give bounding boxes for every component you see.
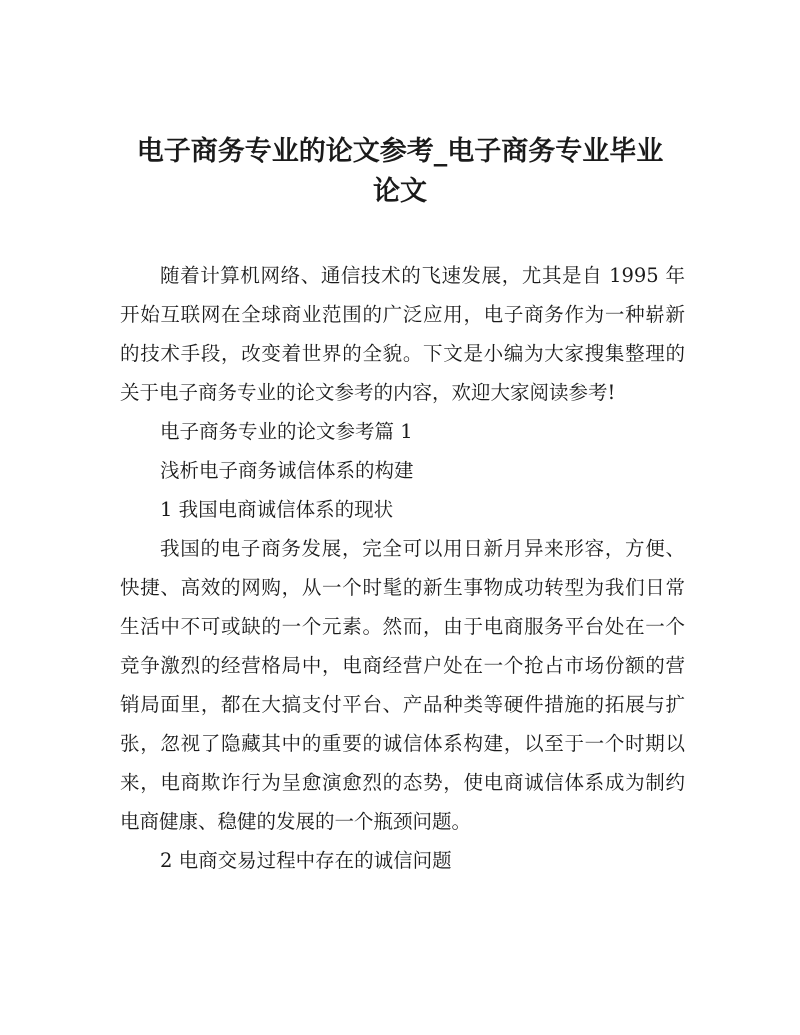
subsection-heading: 2 电商交易过程中存在的诚信问题 <box>160 849 452 872</box>
article-title: 浅析电子商务诚信体系的构建 <box>160 459 414 482</box>
title-line-2: 论文 <box>373 176 427 207</box>
document-title <box>110 132 690 212</box>
title-line-1: 电子商务专业的论文参考_电子商务专业毕业 <box>136 136 664 167</box>
subsection-heading: 1 我国电商诚信体系的现状 <box>160 498 394 521</box>
intro-paragraph: 随着计算机网络、通信技术的飞速发展，尤其是自 1995 年开始互联网在全球商业范围的广泛应用，电子商务作为一种崭新的技术手段，改变着世界的全貌。下文是小编为大家搜集整理的关于电子商务专业的论文参考的内容，欢迎大家阅读参考! <box>120 264 685 404</box>
document-body <box>120 256 685 880</box>
section-heading: 电子商务专业的论文参考篇 1 <box>160 420 413 443</box>
body-paragraph: 我国的电子商务发展，完全可以用日新月异来形容，方便、快捷、高效的网购，从一个时髦的新生事物成功转型为我们日常生活中不可或缺的一个元素。然而，由于电商服务平台处在一个竞争激烈的经营格局中，电商经营户处在一个抢占市场份额的营销局面里，都在大搞支付平台、产品种类等硬件措施的拓展与扩张，忽视了隐藏其中的重要的诚信体系构建，以至于一个时期以来，电商欺诈行为呈愈演愈烈的态势，使电商诚信体系成为制约电商健康、稳健的发展的一个瓶颈问题。 <box>120 537 685 833</box>
